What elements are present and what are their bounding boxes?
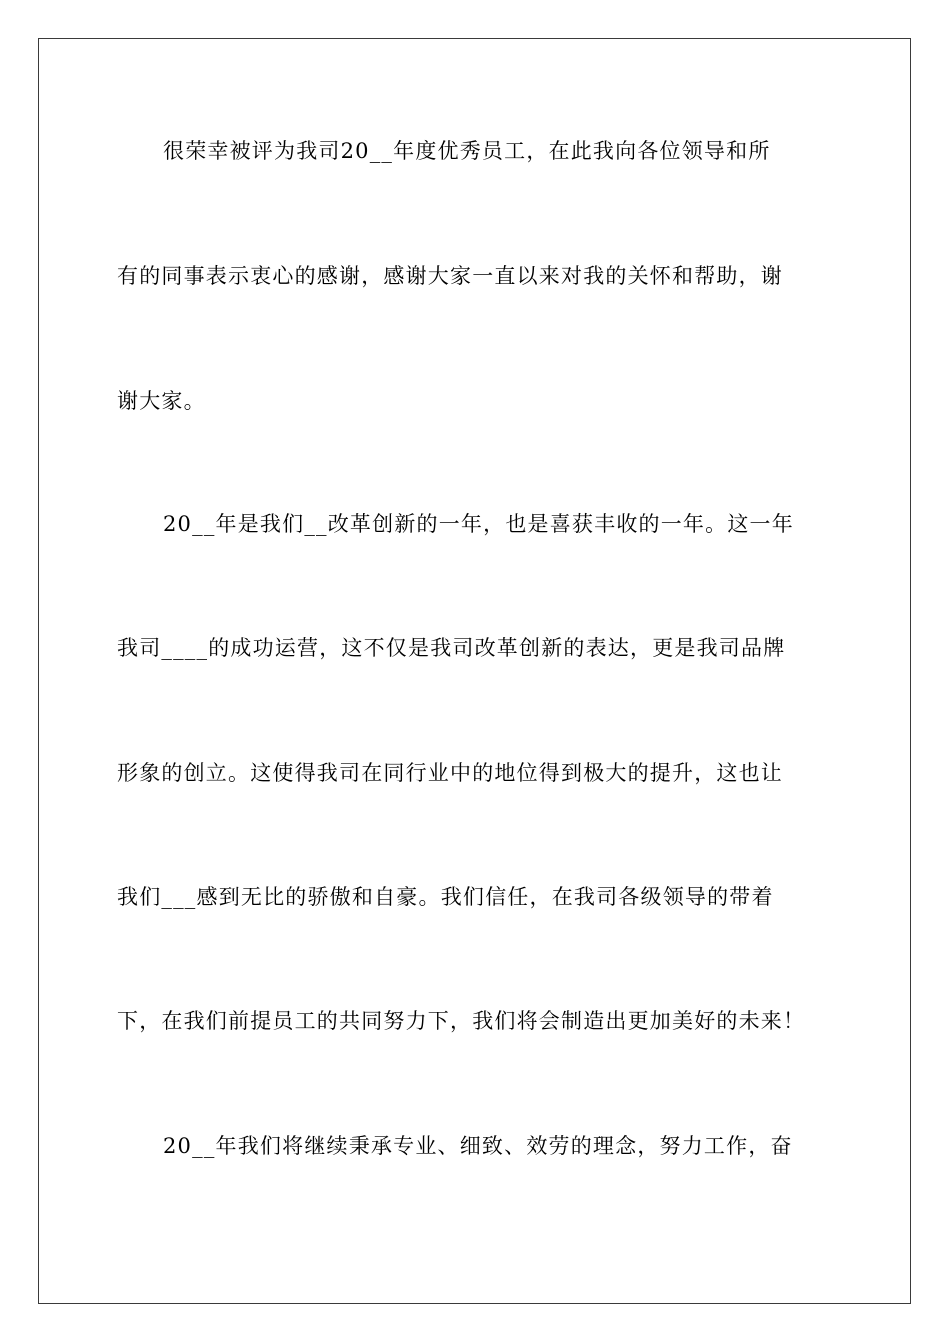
page-border xyxy=(38,38,911,1304)
paragraph-3-line-1: 20__年我们将继续秉承专业、细致、效劳的理念，努力工作，奋 xyxy=(163,1134,793,1158)
paragraph-2-line-1: 20__年是我们__改革创新的一年，也是喜获丰收的一年。这一年 xyxy=(163,512,794,536)
paragraph-2-line-3: 形象的创立。这使得我司在同行业中的地位得到极大的提升，这也让 xyxy=(117,761,783,785)
paragraph-2-line-2: 我司____的成功运营，这不仅是我司改革创新的表达，更是我司品牌 xyxy=(117,636,786,660)
paragraph-1-line-1: 很荣幸被评为我司20__年度优秀员工，在此我向各位领导和所 xyxy=(163,139,771,163)
paragraph-1-line-3: 谢大家。 xyxy=(117,389,206,413)
paragraph-1-line-2: 有的同事表示衷心的感谢，感谢大家一直以来对我的关怀和帮助，谢 xyxy=(117,264,783,288)
paragraph-2-line-5: 下，在我们前提员工的共同努力下，我们将会制造出更加美好的未来！ xyxy=(117,1009,806,1033)
paragraph-2-line-4: 我们___感到无比的骄傲和自豪。我们信任，在我司各级领导的带着 xyxy=(117,885,774,909)
